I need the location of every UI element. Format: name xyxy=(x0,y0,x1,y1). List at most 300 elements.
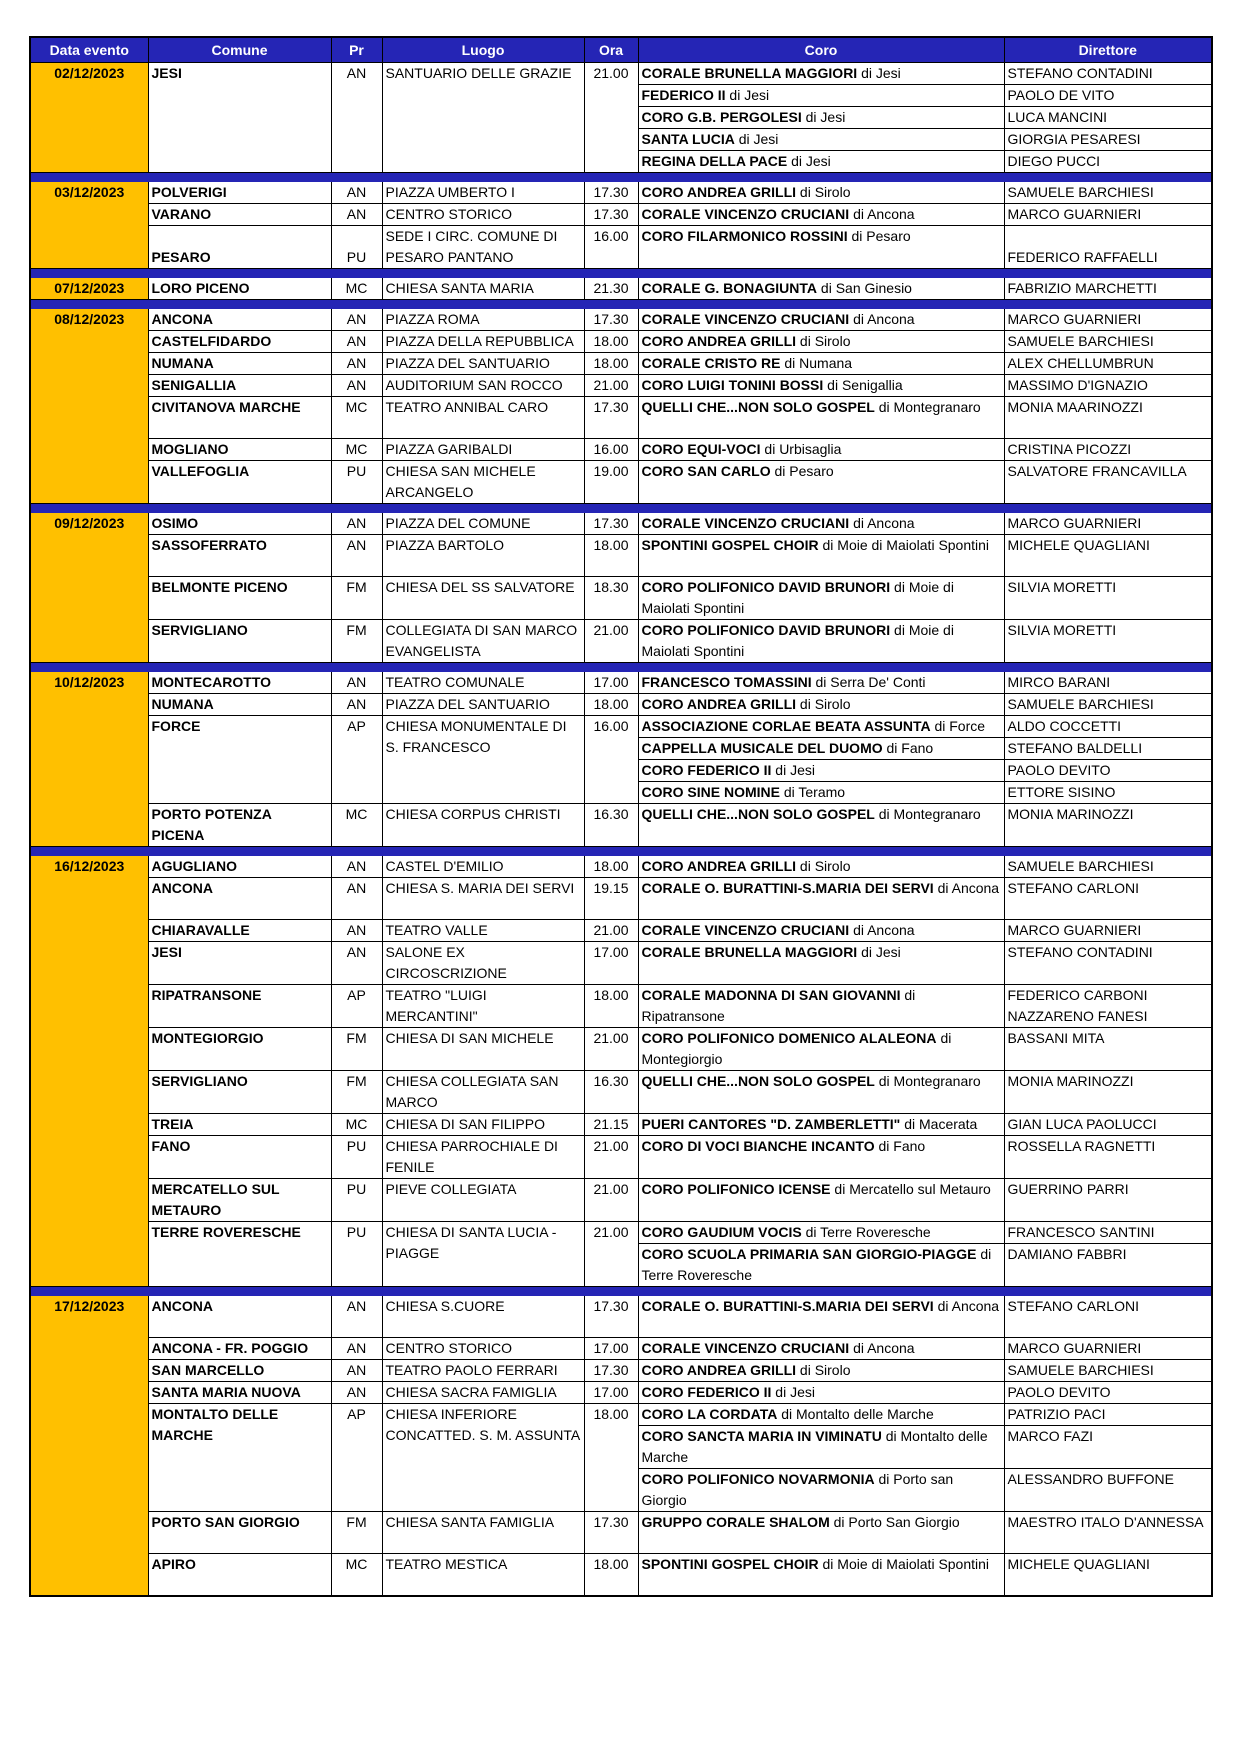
table-row xyxy=(30,1512,1212,1554)
coro-name: FEDERICO II xyxy=(641,87,726,103)
coro-place: di Fano xyxy=(878,1138,926,1154)
direttore-cell: LUCA MANCINI xyxy=(1004,107,1212,129)
coro-name: ASSOCIAZIONE CORLAE BEATA ASSUNTA xyxy=(641,718,931,734)
table-row xyxy=(30,461,1212,504)
coro-cell xyxy=(638,694,1004,716)
luogo-cell: CENTRO STORICO xyxy=(382,204,584,226)
comune-cell: FANO xyxy=(148,1136,331,1179)
coro-cell xyxy=(638,1296,1004,1338)
coro-name: QUELLI CHE...NON SOLO GOSPEL xyxy=(641,1073,875,1089)
direttore-cell: CRISTINA PICOZZI xyxy=(1004,439,1212,461)
table-row xyxy=(30,1071,1212,1114)
direttore-cell: MASSIMO D'IGNAZIO xyxy=(1004,375,1212,397)
comune-cell: BELMONTE PICENO xyxy=(148,577,331,620)
luogo-cell: AUDITORIUM SAN ROCCO xyxy=(382,375,584,397)
ora-cell: 18.00 xyxy=(584,353,638,375)
comune-cell: MONTALTO DELLE MARCHE xyxy=(148,1404,331,1512)
table-row xyxy=(30,513,1212,535)
coro-cell xyxy=(638,856,1004,878)
coro-name: CORO ANDREA GRILLI xyxy=(641,1362,797,1378)
direttore-cell: FEDERICO CARBONI NAZZARENO FANESI xyxy=(1004,985,1212,1028)
coro-name: CORO SANCTA MARIA IN VIMINATU xyxy=(641,1428,882,1444)
coro-name: CORALE MADONNA DI SAN GIOVANNI xyxy=(641,987,901,1003)
coro-place: di Numana xyxy=(784,355,853,371)
province-cell: PU xyxy=(331,1222,382,1287)
table-row xyxy=(30,204,1212,226)
coro-name: SANTA LUCIA xyxy=(641,131,735,147)
coro-name: CORO FEDERICO II xyxy=(641,762,772,778)
direttore-cell: PAOLO DEVITO xyxy=(1004,1382,1212,1404)
province-cell: PU xyxy=(331,226,382,269)
luogo-cell: TEATRO VALLE xyxy=(382,920,584,942)
coro-name: CORALE VINCENZO CRUCIANI xyxy=(641,206,850,222)
coro-cell xyxy=(638,513,1004,535)
coro-place: di Moie di Maiolati Spontini xyxy=(822,537,990,553)
table-row xyxy=(30,375,1212,397)
direttore-cell: SAMUELE BARCHIESI xyxy=(1004,1360,1212,1382)
province-cell: AN xyxy=(331,63,382,173)
luogo-cell: PIAZZA DELLA REPUBBLICA xyxy=(382,331,584,353)
luogo-cell: SANTUARIO DELLE GRAZIE xyxy=(382,63,584,173)
table-row xyxy=(30,1296,1212,1338)
province-cell: AN xyxy=(331,878,382,920)
table-row xyxy=(30,620,1212,663)
table-row xyxy=(30,1028,1212,1071)
coro-place: di Ancona xyxy=(853,922,915,938)
province-cell: AN xyxy=(331,1382,382,1404)
coro-cell xyxy=(638,920,1004,942)
ora-cell: 19.15 xyxy=(584,878,638,920)
coro-place: di Ripatransone xyxy=(641,987,916,1024)
direttore-cell: ALDO COCCETTI xyxy=(1004,716,1212,738)
direttore-cell: STEFANO CARLONI xyxy=(1004,878,1212,920)
comune-cell: NUMANA xyxy=(148,694,331,716)
coro-place: di Senigallia xyxy=(827,377,903,393)
coro-cell xyxy=(638,782,1004,804)
ora-cell: 17.30 xyxy=(584,309,638,331)
ora-cell: 17.30 xyxy=(584,513,638,535)
comune-cell: POLVERIGI xyxy=(148,182,331,204)
province-cell: MC xyxy=(331,1114,382,1136)
coro-name: SPONTINI GOSPEL CHOIR xyxy=(641,537,819,553)
ora-cell: 17.30 xyxy=(584,1360,638,1382)
coro-name: CORO FEDERICO II xyxy=(641,1384,772,1400)
comune-cell: CASTELFIDARDO xyxy=(148,331,331,353)
coro-name: CORO POLIFONICO DAVID BRUNORI xyxy=(641,579,891,595)
separator-cell xyxy=(30,269,1212,278)
province-cell: AP xyxy=(331,985,382,1028)
coro-cell xyxy=(638,353,1004,375)
direttore-cell: SILVIA MORETTI xyxy=(1004,620,1212,663)
direttore-cell: MARCO GUARNIERI xyxy=(1004,920,1212,942)
direttore-cell: MARCO GUARNIERI xyxy=(1004,204,1212,226)
comune-cell: LORO PICENO xyxy=(148,278,331,300)
comune-cell: SERVIGLIANO xyxy=(148,1071,331,1114)
ora-cell: 17.30 xyxy=(584,397,638,439)
table-row xyxy=(30,63,1212,85)
separator-cell xyxy=(30,663,1212,672)
coro-name: CORALE G. BONAGIUNTA xyxy=(641,280,818,296)
table-row xyxy=(30,1136,1212,1179)
coro-name: CORO ANDREA GRILLI xyxy=(641,333,797,349)
luogo-cell: CHIESA DI SAN FILIPPO xyxy=(382,1114,584,1136)
group-separator xyxy=(30,173,1212,182)
coro-place: di Mercatello sul Metauro xyxy=(834,1181,991,1197)
coro-cell xyxy=(638,1360,1004,1382)
coro-place: di Moie di Maiolati Spontini xyxy=(641,622,954,659)
luogo-cell: CHIESA MONUMENTALE DI S. FRANCESCO xyxy=(382,716,584,804)
coro-cell xyxy=(638,804,1004,847)
coro-cell xyxy=(638,1404,1004,1426)
coro-cell xyxy=(638,942,1004,985)
ora-cell: 21.00 xyxy=(584,1028,638,1071)
ora-cell: 18.00 xyxy=(584,331,638,353)
luogo-cell: PIAZZA BARTOLO xyxy=(382,535,584,577)
luogo-cell: PIAZZA ROMA xyxy=(382,309,584,331)
coro-cell xyxy=(638,1222,1004,1244)
comune-cell: TERRE ROVERESCHE xyxy=(148,1222,331,1287)
separator-cell xyxy=(30,504,1212,513)
province-cell: AN xyxy=(331,672,382,694)
ora-cell: 18.00 xyxy=(584,1404,638,1512)
table-row xyxy=(30,942,1212,985)
table-row xyxy=(30,309,1212,331)
comune-cell: PORTO SAN GIORGIO xyxy=(148,1512,331,1554)
luogo-cell: CHIESA COLLEGIATA SAN MARCO xyxy=(382,1071,584,1114)
direttore-cell: STEFANO BALDELLI xyxy=(1004,738,1212,760)
province-cell: AN xyxy=(331,856,382,878)
luogo-cell: CHIESA S.CUORE xyxy=(382,1296,584,1338)
luogo-cell: CHIESA SANTA FAMIGLIA xyxy=(382,1512,584,1554)
events-table xyxy=(29,36,1213,1597)
province-cell: FM xyxy=(331,577,382,620)
header-direttore: Direttore xyxy=(1004,37,1212,63)
table-row xyxy=(30,535,1212,577)
coro-place: di Macerata xyxy=(904,1116,978,1132)
ora-cell: 21.00 xyxy=(584,920,638,942)
coro-name: CORO SCUOLA PRIMARIA SAN GIORGIO-PIAGGE xyxy=(641,1246,977,1262)
event-date: 09/12/2023 xyxy=(30,513,148,663)
comune-cell: JESI xyxy=(148,63,331,173)
coro-place: di Jesi xyxy=(775,762,815,778)
coro-cell xyxy=(638,577,1004,620)
province-cell: AP xyxy=(331,716,382,804)
coro-name: CORALE VINCENZO CRUCIANI xyxy=(641,515,850,531)
event-date: 03/12/2023 xyxy=(30,182,148,269)
luogo-cell: COLLEGIATA DI SAN MARCO EVANGELISTA xyxy=(382,620,584,663)
header-comune: Comune xyxy=(148,37,331,63)
ora-cell: 18.00 xyxy=(584,694,638,716)
coro-place: di Montegranaro xyxy=(878,399,981,415)
ora-cell: 18.00 xyxy=(584,535,638,577)
coro-place: di Montalto delle Marche xyxy=(641,1428,988,1465)
coro-place: di Teramo xyxy=(783,784,846,800)
luogo-cell: PIAZZA DEL SANTUARIO xyxy=(382,694,584,716)
table-row xyxy=(30,804,1212,847)
direttore-cell: STEFANO CARLONI xyxy=(1004,1296,1212,1338)
coro-place: di Ancona xyxy=(937,1298,1000,1314)
direttore-cell: MARCO GUARNIERI xyxy=(1004,1338,1212,1360)
coro-place: di Pesaro xyxy=(774,463,834,479)
coro-cell xyxy=(638,760,1004,782)
header-pr: Pr xyxy=(331,37,382,63)
direttore-cell: STEFANO CONTADINI xyxy=(1004,63,1212,85)
province-cell: PU xyxy=(331,461,382,504)
coro-cell xyxy=(638,1469,1004,1512)
table-row xyxy=(30,1382,1212,1404)
coro-name: CORO POLIFONICO ICENSE xyxy=(641,1181,831,1197)
coro-cell xyxy=(638,151,1004,173)
coro-place: di Jesi xyxy=(729,87,770,103)
coro-cell xyxy=(638,1114,1004,1136)
direttore-cell: DIEGO PUCCI xyxy=(1004,151,1212,173)
coro-name: CORO G.B. PERGOLESI xyxy=(641,109,802,125)
luogo-cell: CHIESA DI SAN MICHELE xyxy=(382,1028,584,1071)
separator-cell xyxy=(30,847,1212,856)
luogo-cell: TEATRO MESTICA xyxy=(382,1554,584,1596)
comune-cell: SAN MARCELLO xyxy=(148,1360,331,1382)
direttore-cell: MARCO GUARNIERI xyxy=(1004,513,1212,535)
coro-place: di Force xyxy=(934,718,986,734)
comune-cell: PESARO xyxy=(148,226,331,269)
coro-place: di Jesi xyxy=(775,1384,815,1400)
coro-place: di Sirolo xyxy=(799,858,851,874)
ora-cell: 17.30 xyxy=(584,204,638,226)
direttore-cell: FABRIZIO MARCHETTI xyxy=(1004,278,1212,300)
group-separator xyxy=(30,847,1212,856)
comune-cell: TREIA xyxy=(148,1114,331,1136)
province-cell: AN xyxy=(331,920,382,942)
comune-cell: OSIMO xyxy=(148,513,331,535)
coro-place: di Moie di Maiolati Spontini xyxy=(641,579,954,616)
luogo-cell: CHIESA SANTA MARIA xyxy=(382,278,584,300)
luogo-cell: TEATRO "LUIGI MERCANTINI" xyxy=(382,985,584,1028)
direttore-cell: GIORGIA PESARESI xyxy=(1004,129,1212,151)
ora-cell: 21.00 xyxy=(584,63,638,173)
coro-name: CORO POLIFONICO NOVARMONIA xyxy=(641,1471,875,1487)
coro-name: QUELLI CHE...NON SOLO GOSPEL xyxy=(641,806,875,822)
coro-cell xyxy=(638,878,1004,920)
luogo-cell: PIAZZA DEL COMUNE xyxy=(382,513,584,535)
province-cell: PU xyxy=(331,1179,382,1222)
coro-place: di Ancona xyxy=(853,515,915,531)
coro-place: di Montalto delle Marche xyxy=(781,1406,934,1422)
luogo-cell: SEDE I CIRC. COMUNE DI PESARO PANTANO xyxy=(382,226,584,269)
table-row xyxy=(30,672,1212,694)
group-separator xyxy=(30,1287,1212,1296)
coro-place: di San Ginesio xyxy=(820,280,912,296)
comune-cell: CHIARAVALLE xyxy=(148,920,331,942)
coro-name: CORALE BRUNELLA MAGGIORI xyxy=(641,65,858,81)
direttore-cell: PAOLO DEVITO xyxy=(1004,760,1212,782)
header-coro: Coro xyxy=(638,37,1004,63)
coro-name: CORO FILARMONICO ROSSINI xyxy=(641,228,848,244)
province-cell: AN xyxy=(331,1296,382,1338)
ora-cell: 18.00 xyxy=(584,856,638,878)
coro-place: di Terre Roveresche xyxy=(641,1246,992,1283)
ora-cell: 17.00 xyxy=(584,1338,638,1360)
ora-cell: 17.00 xyxy=(584,1382,638,1404)
province-cell: AN xyxy=(331,513,382,535)
table-row xyxy=(30,1554,1212,1596)
table-row xyxy=(30,920,1212,942)
coro-name: CAPPELLA MUSICALE DEL DUOMO xyxy=(641,740,883,756)
group-separator xyxy=(30,269,1212,278)
coro-name: CORALE O. BURATTINI-S.MARIA DEI SERVI xyxy=(641,880,934,896)
direttore-cell: SILVIA MORETTI xyxy=(1004,577,1212,620)
province-cell: AN xyxy=(331,942,382,985)
events-body xyxy=(30,63,1212,1596)
coro-cell xyxy=(638,226,1004,269)
direttore-cell: STEFANO CONTADINI xyxy=(1004,942,1212,985)
direttore-cell: PATRIZIO PACI xyxy=(1004,1404,1212,1426)
ora-cell: 18.00 xyxy=(584,985,638,1028)
coro-cell xyxy=(638,620,1004,663)
ora-cell: 21.00 xyxy=(584,375,638,397)
coro-cell xyxy=(638,331,1004,353)
province-cell: FM xyxy=(331,1071,382,1114)
coro-name: CORO EQUI-VOCI xyxy=(641,441,761,457)
direttore-cell: ETTORE SISINO xyxy=(1004,782,1212,804)
table-row xyxy=(30,694,1212,716)
table-row xyxy=(30,397,1212,439)
coro-place: di Ancona xyxy=(853,311,915,327)
comune-cell: ANCONA xyxy=(148,878,331,920)
group-separator xyxy=(30,504,1212,513)
coro-cell xyxy=(638,1028,1004,1071)
ora-cell: 17.30 xyxy=(584,1512,638,1554)
coro-cell xyxy=(638,1426,1004,1469)
coro-cell xyxy=(638,1244,1004,1287)
coro-cell xyxy=(638,182,1004,204)
comune-cell: NUMANA xyxy=(148,353,331,375)
direttore-cell: MONIA MARINOZZI xyxy=(1004,804,1212,847)
luogo-cell: TEATRO COMUNALE xyxy=(382,672,584,694)
province-cell: PU xyxy=(331,1136,382,1179)
event-date: 02/12/2023 xyxy=(30,63,148,173)
luogo-cell: CHIESA INFERIORE CONCATTED. S. M. ASSUNTA xyxy=(382,1404,584,1512)
coro-name: CORO LA CORDATA xyxy=(641,1406,778,1422)
province-cell: MC xyxy=(331,1554,382,1596)
coro-place: di Urbisaglia xyxy=(764,441,842,457)
coro-place: di Ancona xyxy=(853,206,915,222)
ora-cell: 16.00 xyxy=(584,226,638,269)
coro-cell xyxy=(638,204,1004,226)
ora-cell: 19.00 xyxy=(584,461,638,504)
coro-place: di Sirolo xyxy=(799,184,851,200)
group-separator xyxy=(30,300,1212,309)
coro-place: di Jesi xyxy=(861,65,901,81)
direttore-cell: MARCO FAZI xyxy=(1004,1426,1212,1469)
direttore-cell: FRANCESCO SANTINI xyxy=(1004,1222,1212,1244)
coro-cell xyxy=(638,672,1004,694)
coro-place: di Jesi xyxy=(861,944,901,960)
coro-name: CORO LUIGI TONINI BOSSI xyxy=(641,377,824,393)
coro-name: CORO ANDREA GRILLI xyxy=(641,184,797,200)
comune-cell: MERCATELLO SUL METAURO xyxy=(148,1179,331,1222)
coro-name: CORO SINE NOMINE xyxy=(641,784,780,800)
province-cell: AP xyxy=(331,1404,382,1512)
coro-name: CORO DI VOCI BIANCHE INCANTO xyxy=(641,1138,875,1154)
province-cell: FM xyxy=(331,620,382,663)
coro-place: di Jesi xyxy=(791,153,831,169)
coro-cell xyxy=(638,1382,1004,1404)
coro-cell xyxy=(638,1136,1004,1179)
coro-cell xyxy=(638,1179,1004,1222)
ora-cell: 21.00 xyxy=(584,1136,638,1179)
direttore-cell: PAOLO DE VITO xyxy=(1004,85,1212,107)
coro-place: di Fano xyxy=(886,740,934,756)
header-ora: Ora xyxy=(584,37,638,63)
luogo-cell: CENTRO STORICO xyxy=(382,1338,584,1360)
ora-cell: 16.30 xyxy=(584,1071,638,1114)
comune-cell: FORCE xyxy=(148,716,331,804)
coro-place: di Jesi xyxy=(738,131,779,147)
coro-cell xyxy=(638,461,1004,504)
direttore-cell: MONIA MAARINOZZI xyxy=(1004,397,1212,439)
direttore-cell: SAMUELE BARCHIESI xyxy=(1004,694,1212,716)
table-row xyxy=(30,577,1212,620)
coro-cell xyxy=(638,278,1004,300)
ora-cell: 21.00 xyxy=(584,1222,638,1287)
direttore-cell: GUERRINO PARRI xyxy=(1004,1179,1212,1222)
table-row xyxy=(30,878,1212,920)
coro-cell xyxy=(638,1554,1004,1596)
table-row xyxy=(30,1404,1212,1426)
comune-cell: CIVITANOVA MARCHE xyxy=(148,397,331,439)
coro-name: CORO POLIFONICO DOMENICO ALALEONA xyxy=(641,1030,937,1046)
ora-cell: 17.00 xyxy=(584,672,638,694)
comune-cell: RIPATRANSONE xyxy=(148,985,331,1028)
luogo-cell: SALONE EX CIRCOSCRIZIONE xyxy=(382,942,584,985)
direttore-cell: ALESSANDRO BUFFONE xyxy=(1004,1469,1212,1512)
luogo-cell: CHIESA S. MARIA DEI SERVI xyxy=(382,878,584,920)
luogo-cell: PIAZZA DEL SANTUARIO xyxy=(382,353,584,375)
ora-cell: 17.30 xyxy=(584,1296,638,1338)
luogo-cell: PIAZZA UMBERTO I xyxy=(382,182,584,204)
coro-name: CORALE VINCENZO CRUCIANI xyxy=(641,311,850,327)
direttore-cell: SAMUELE BARCHIESI xyxy=(1004,856,1212,878)
coro-place: di Jesi xyxy=(805,109,846,125)
province-cell: FM xyxy=(331,1028,382,1071)
group-separator xyxy=(30,663,1212,672)
coro-name: FRANCESCO TOMASSINI xyxy=(641,674,812,690)
comune-cell: SANTA MARIA NUOVA xyxy=(148,1382,331,1404)
coro-place: di Ancona xyxy=(853,1340,915,1356)
comune-cell: ANCONA - FR. POGGIO xyxy=(148,1338,331,1360)
province-cell: AN xyxy=(331,375,382,397)
coro-cell xyxy=(638,129,1004,151)
coro-cell xyxy=(638,1338,1004,1360)
separator-cell xyxy=(30,173,1212,182)
province-cell: AN xyxy=(331,204,382,226)
comune-cell: PORTO POTENZA PICENA xyxy=(148,804,331,847)
coro-place: di Montegranaro xyxy=(878,806,981,822)
coro-name: CORALE BRUNELLA MAGGIORI xyxy=(641,944,858,960)
coro-name: CORALE CRISTO RE xyxy=(641,355,781,371)
coro-name: SPONTINI GOSPEL CHOIR xyxy=(641,1556,819,1572)
province-cell: FM xyxy=(331,1512,382,1554)
event-date: 10/12/2023 xyxy=(30,672,148,847)
table-row xyxy=(30,226,1212,269)
comune-cell: VALLEFOGLIA xyxy=(148,461,331,504)
coro-place: di Sirolo xyxy=(799,696,851,712)
direttore-cell: MIRCO BARANI xyxy=(1004,672,1212,694)
event-date: 17/12/2023 xyxy=(30,1296,148,1596)
table-row xyxy=(30,716,1212,738)
luogo-cell: TEATRO ANNIBAL CARO xyxy=(382,397,584,439)
table-row xyxy=(30,1338,1212,1360)
